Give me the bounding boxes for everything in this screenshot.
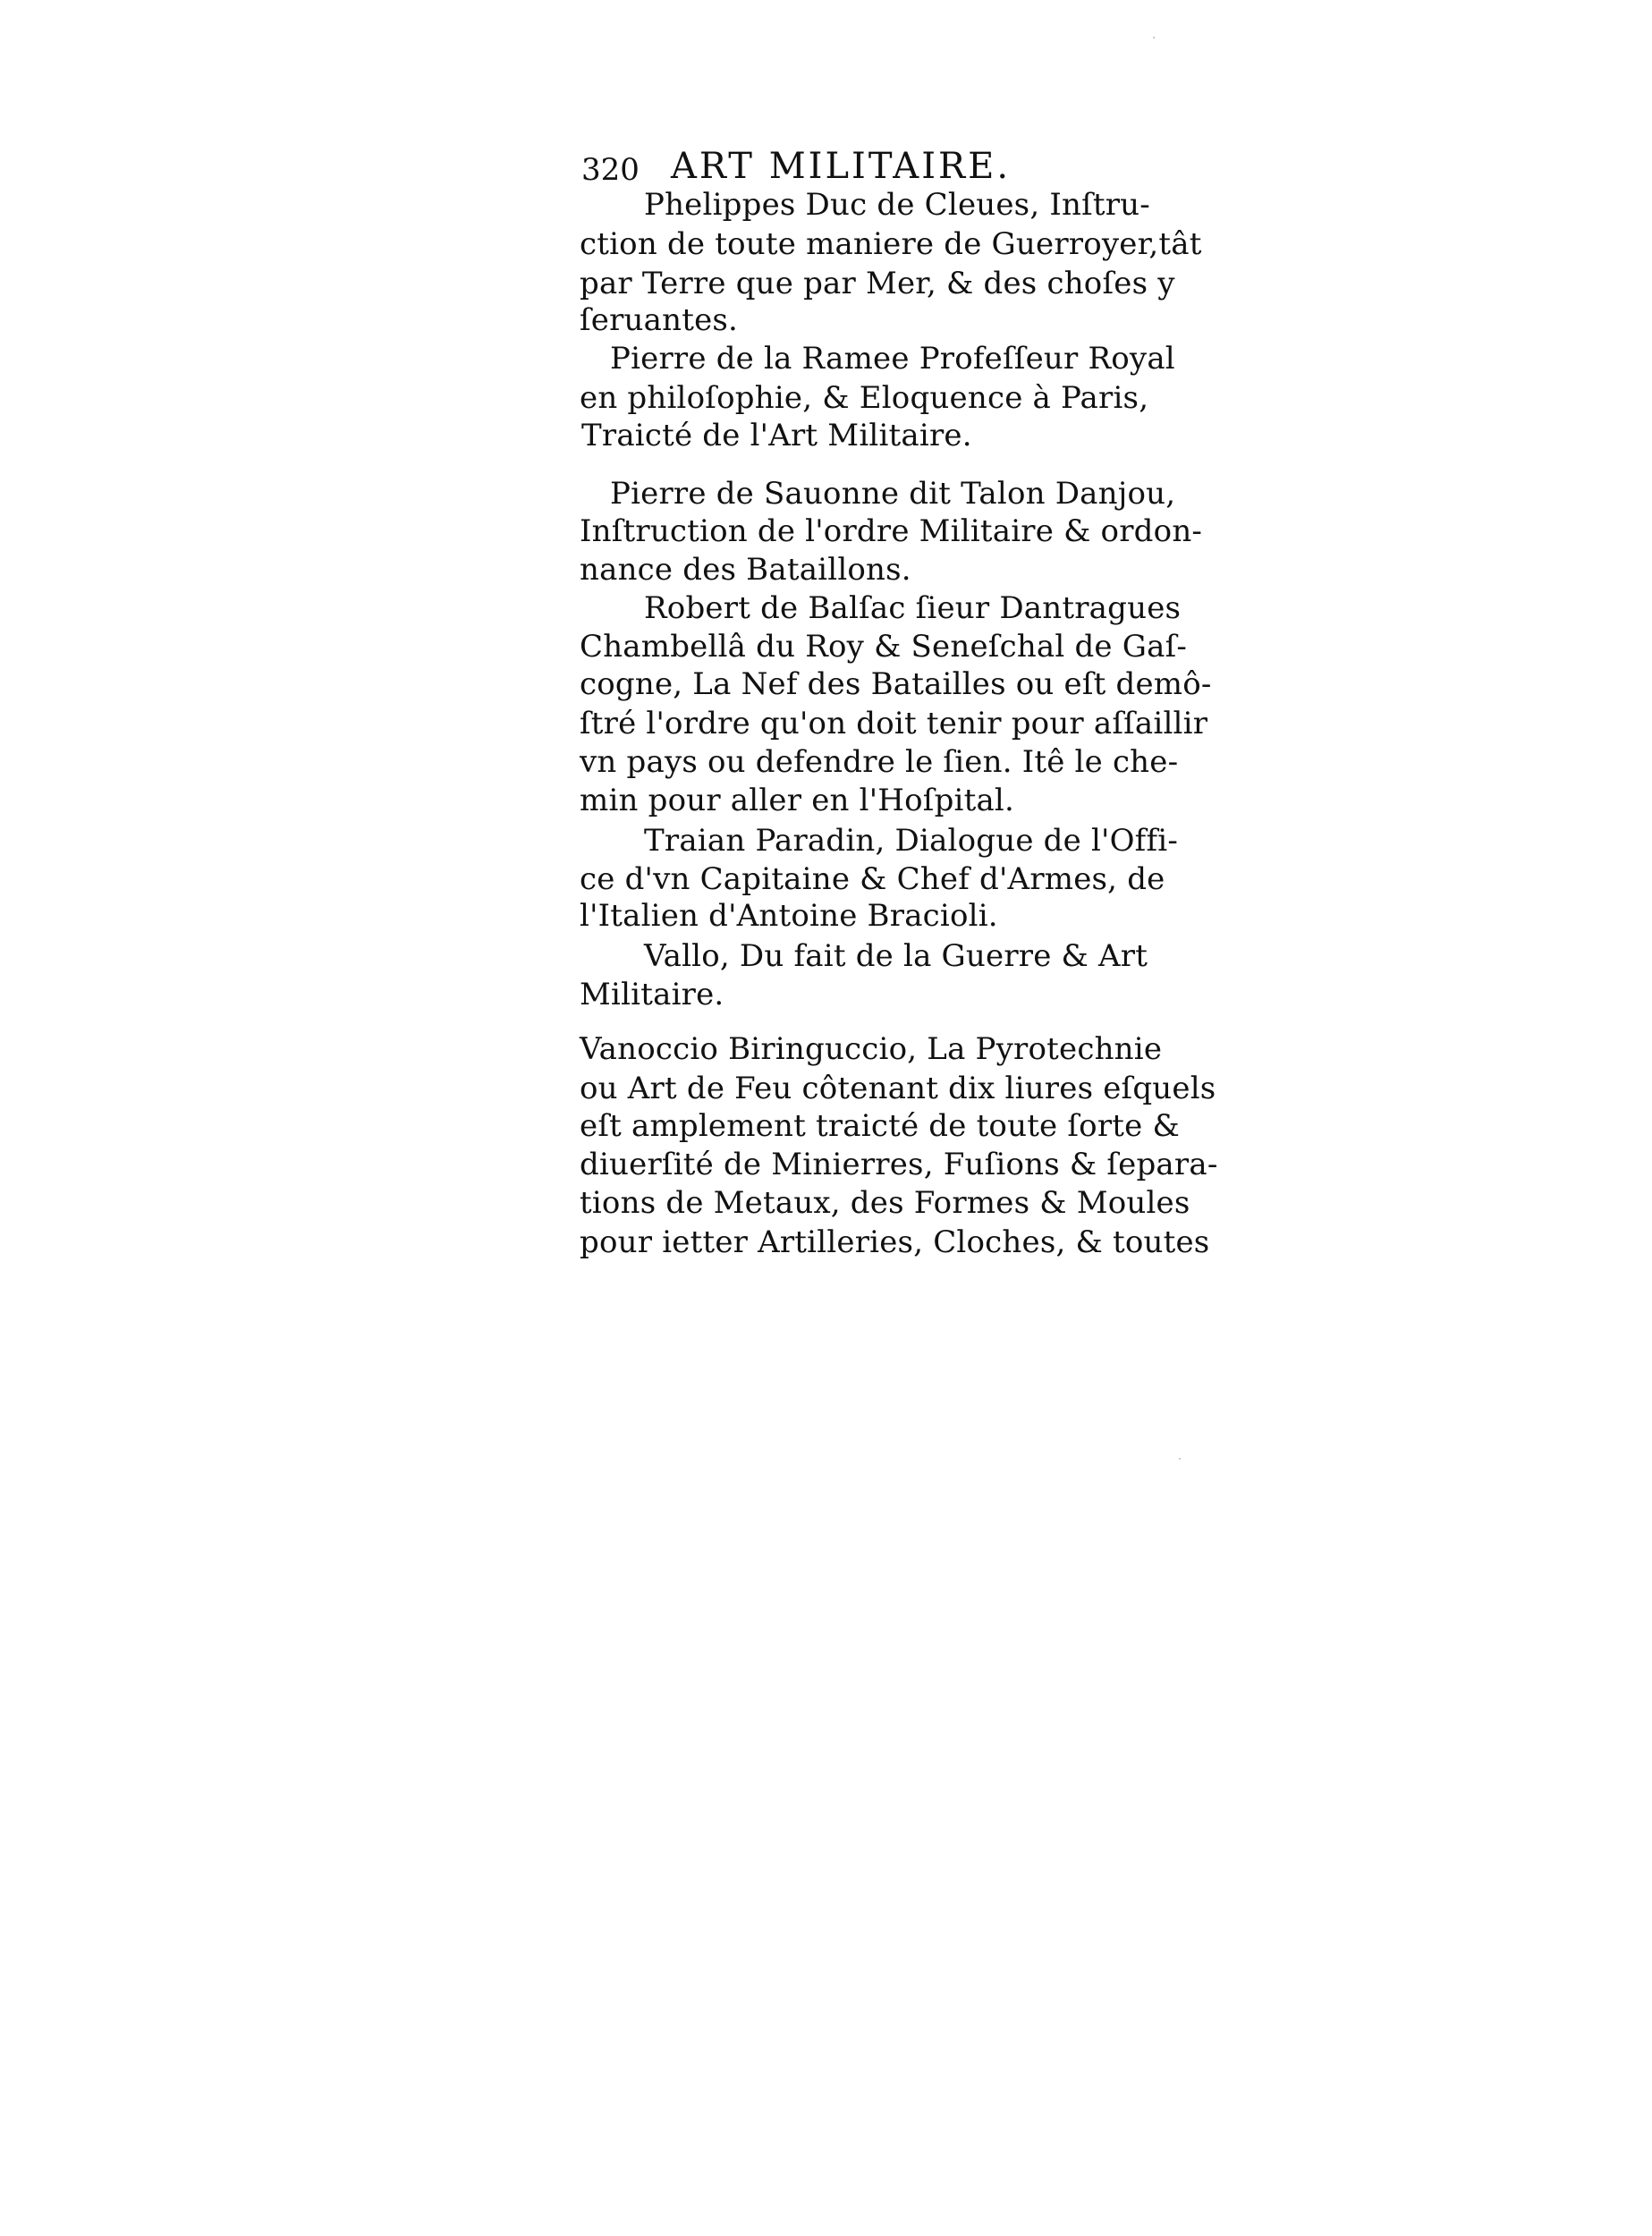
text-line: ſtré l'ordre qu'on doit tenir pour aſſaillir bbox=[580, 706, 1208, 741]
text-line: Pierre de Sauonne dit Talon Danjou, bbox=[610, 476, 1176, 512]
text-line: ction de toute maniere de Guerroyer,tât bbox=[580, 226, 1202, 262]
text-line: Vanoccio Biringuccio, La Pyrotechnie bbox=[580, 1031, 1163, 1067]
running-title: ART MILITAIRE. bbox=[671, 146, 1012, 187]
text-line: Militaire. bbox=[580, 977, 724, 1012]
text-line: Traian Paradin, Dialogue de l'Offi- bbox=[644, 823, 1179, 859]
text-line: ſeruantes. bbox=[580, 302, 739, 338]
text-line: Robert de Balſac ſieur Dantragues bbox=[644, 590, 1182, 626]
text-line: pour ietter Artilleries, Cloches, & toutes bbox=[580, 1224, 1210, 1260]
text-line: l'Italien d'Antoine Bracioli. bbox=[580, 898, 998, 934]
text-line: Inſtruction de l'ordre Militaire & ordon- bbox=[580, 513, 1203, 549]
text-line: Phelippes Duc de Cleues, Inſtru- bbox=[644, 187, 1150, 223]
text-line: ou Art de Feu côtenant dix liures eſquels bbox=[580, 1071, 1216, 1106]
text-line: Chambellâ du Roy & Seneſchal de Gaſ- bbox=[580, 629, 1188, 665]
text-line: eſt amplement traicté de toute ſorte & bbox=[580, 1108, 1180, 1144]
text-line: Pierre de la Ramee Profeſſeur Royal bbox=[610, 341, 1175, 377]
scan-speck bbox=[1153, 37, 1155, 38]
text-line: vn pays ou defendre le ſien. Itê le che- bbox=[580, 744, 1179, 780]
page-number: 320 bbox=[581, 152, 640, 188]
text-line: en philoſophie, & Eloquence à Paris, bbox=[580, 380, 1149, 416]
text-line: min pour aller en l'Hoſpital. bbox=[580, 783, 1015, 818]
text-line: cogne, La Nef des Batailles ou eſt demô- bbox=[580, 666, 1212, 702]
text-line: nance des Bataillons. bbox=[580, 552, 911, 588]
text-line: par Terre que par Mer, & des choſes y bbox=[580, 266, 1175, 301]
text-line: tions de Metaux, des Formes & Moules bbox=[580, 1185, 1190, 1221]
text-line: ce d'vn Capitaine & Chef d'Armes, de bbox=[580, 861, 1165, 897]
text-line: Vallo, Du fait de la Guerre & Art bbox=[644, 938, 1148, 974]
text-line: Traicté de l'Art Militaire. bbox=[581, 418, 972, 453]
scan-speck bbox=[1179, 1458, 1181, 1460]
text-line: diuerſité de Minierres, Fuſions & ſepara- bbox=[580, 1147, 1218, 1182]
